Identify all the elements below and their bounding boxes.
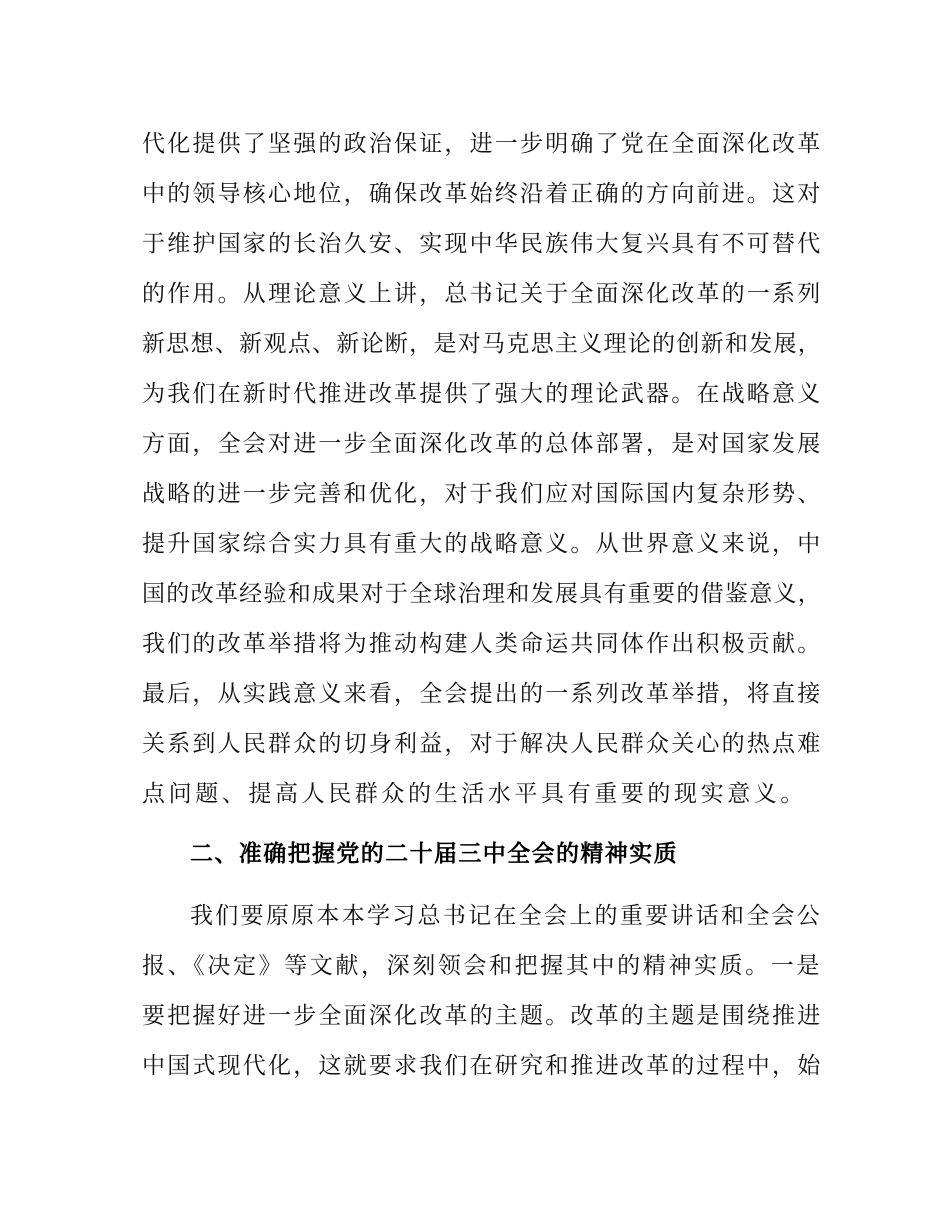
text-line: 方面，全会对进一步全面深化改革的总体部署，是对国家发展 (142, 431, 823, 457)
text-line: 要把握好进一步全面深化改革的主题。改革的主题是围绕推进 (142, 1003, 823, 1029)
text-line: 的作用。从理论意义上讲，总书记关于全面深化改革的一系列 (142, 281, 823, 307)
text-line: 战略的进一步完善和优化，对于我们应对国际国内复杂形势、 (142, 481, 823, 507)
text-line: 我们要原原本本学习总书记在全会上的重要讲话和全会公 (190, 903, 822, 929)
text-line: 提升国家综合实力具有重大的战略意义。从世界意义来说，中 (142, 531, 823, 557)
section-heading: 二、准确把握党的二十届三中全会的精神实质 (190, 841, 678, 867)
text-line: 报、《决定》等文献，深刻领会和把握其中的精神实质。一是 (142, 953, 822, 979)
text-line: 代化提供了坚强的政治保证，进一步明确了党在全面深化改革 (142, 131, 823, 157)
text-line: 最后，从实践意义来看，全会提出的一系列改革举措，将直接 (142, 681, 823, 707)
text-line: 为我们在新时代推进改革提供了强大的理论武器。在战略意义 (142, 381, 823, 407)
text-line: 国的改革经验和成果对于全球治理和发展具有重要的借鉴意义， (142, 581, 822, 607)
text-line: 中国式现代化，这就要求我们在研究和推进改革的过程中，始 (142, 1053, 823, 1079)
text-line: 中的领导核心地位，确保改革始终沿着正确的方向前进。这对 (142, 181, 823, 207)
text-line: 于维护国家的长治久安、实现中华民族伟大复兴具有不可替代 (142, 231, 823, 257)
text-line: 新思想、新观点、新论断，是对马克思主义理论的创新和发展， (142, 331, 822, 357)
text-line: 关系到人民群众的切身利益，对于解决人民群众关心的热点难 (142, 731, 823, 757)
text-line: 点问题、提高人民群众的生活水平具有重要的现实意义。 (142, 781, 807, 807)
text-line: 我们的改革举措将为推动构建人类命运共同体作出积极贡献。 (142, 631, 823, 657)
